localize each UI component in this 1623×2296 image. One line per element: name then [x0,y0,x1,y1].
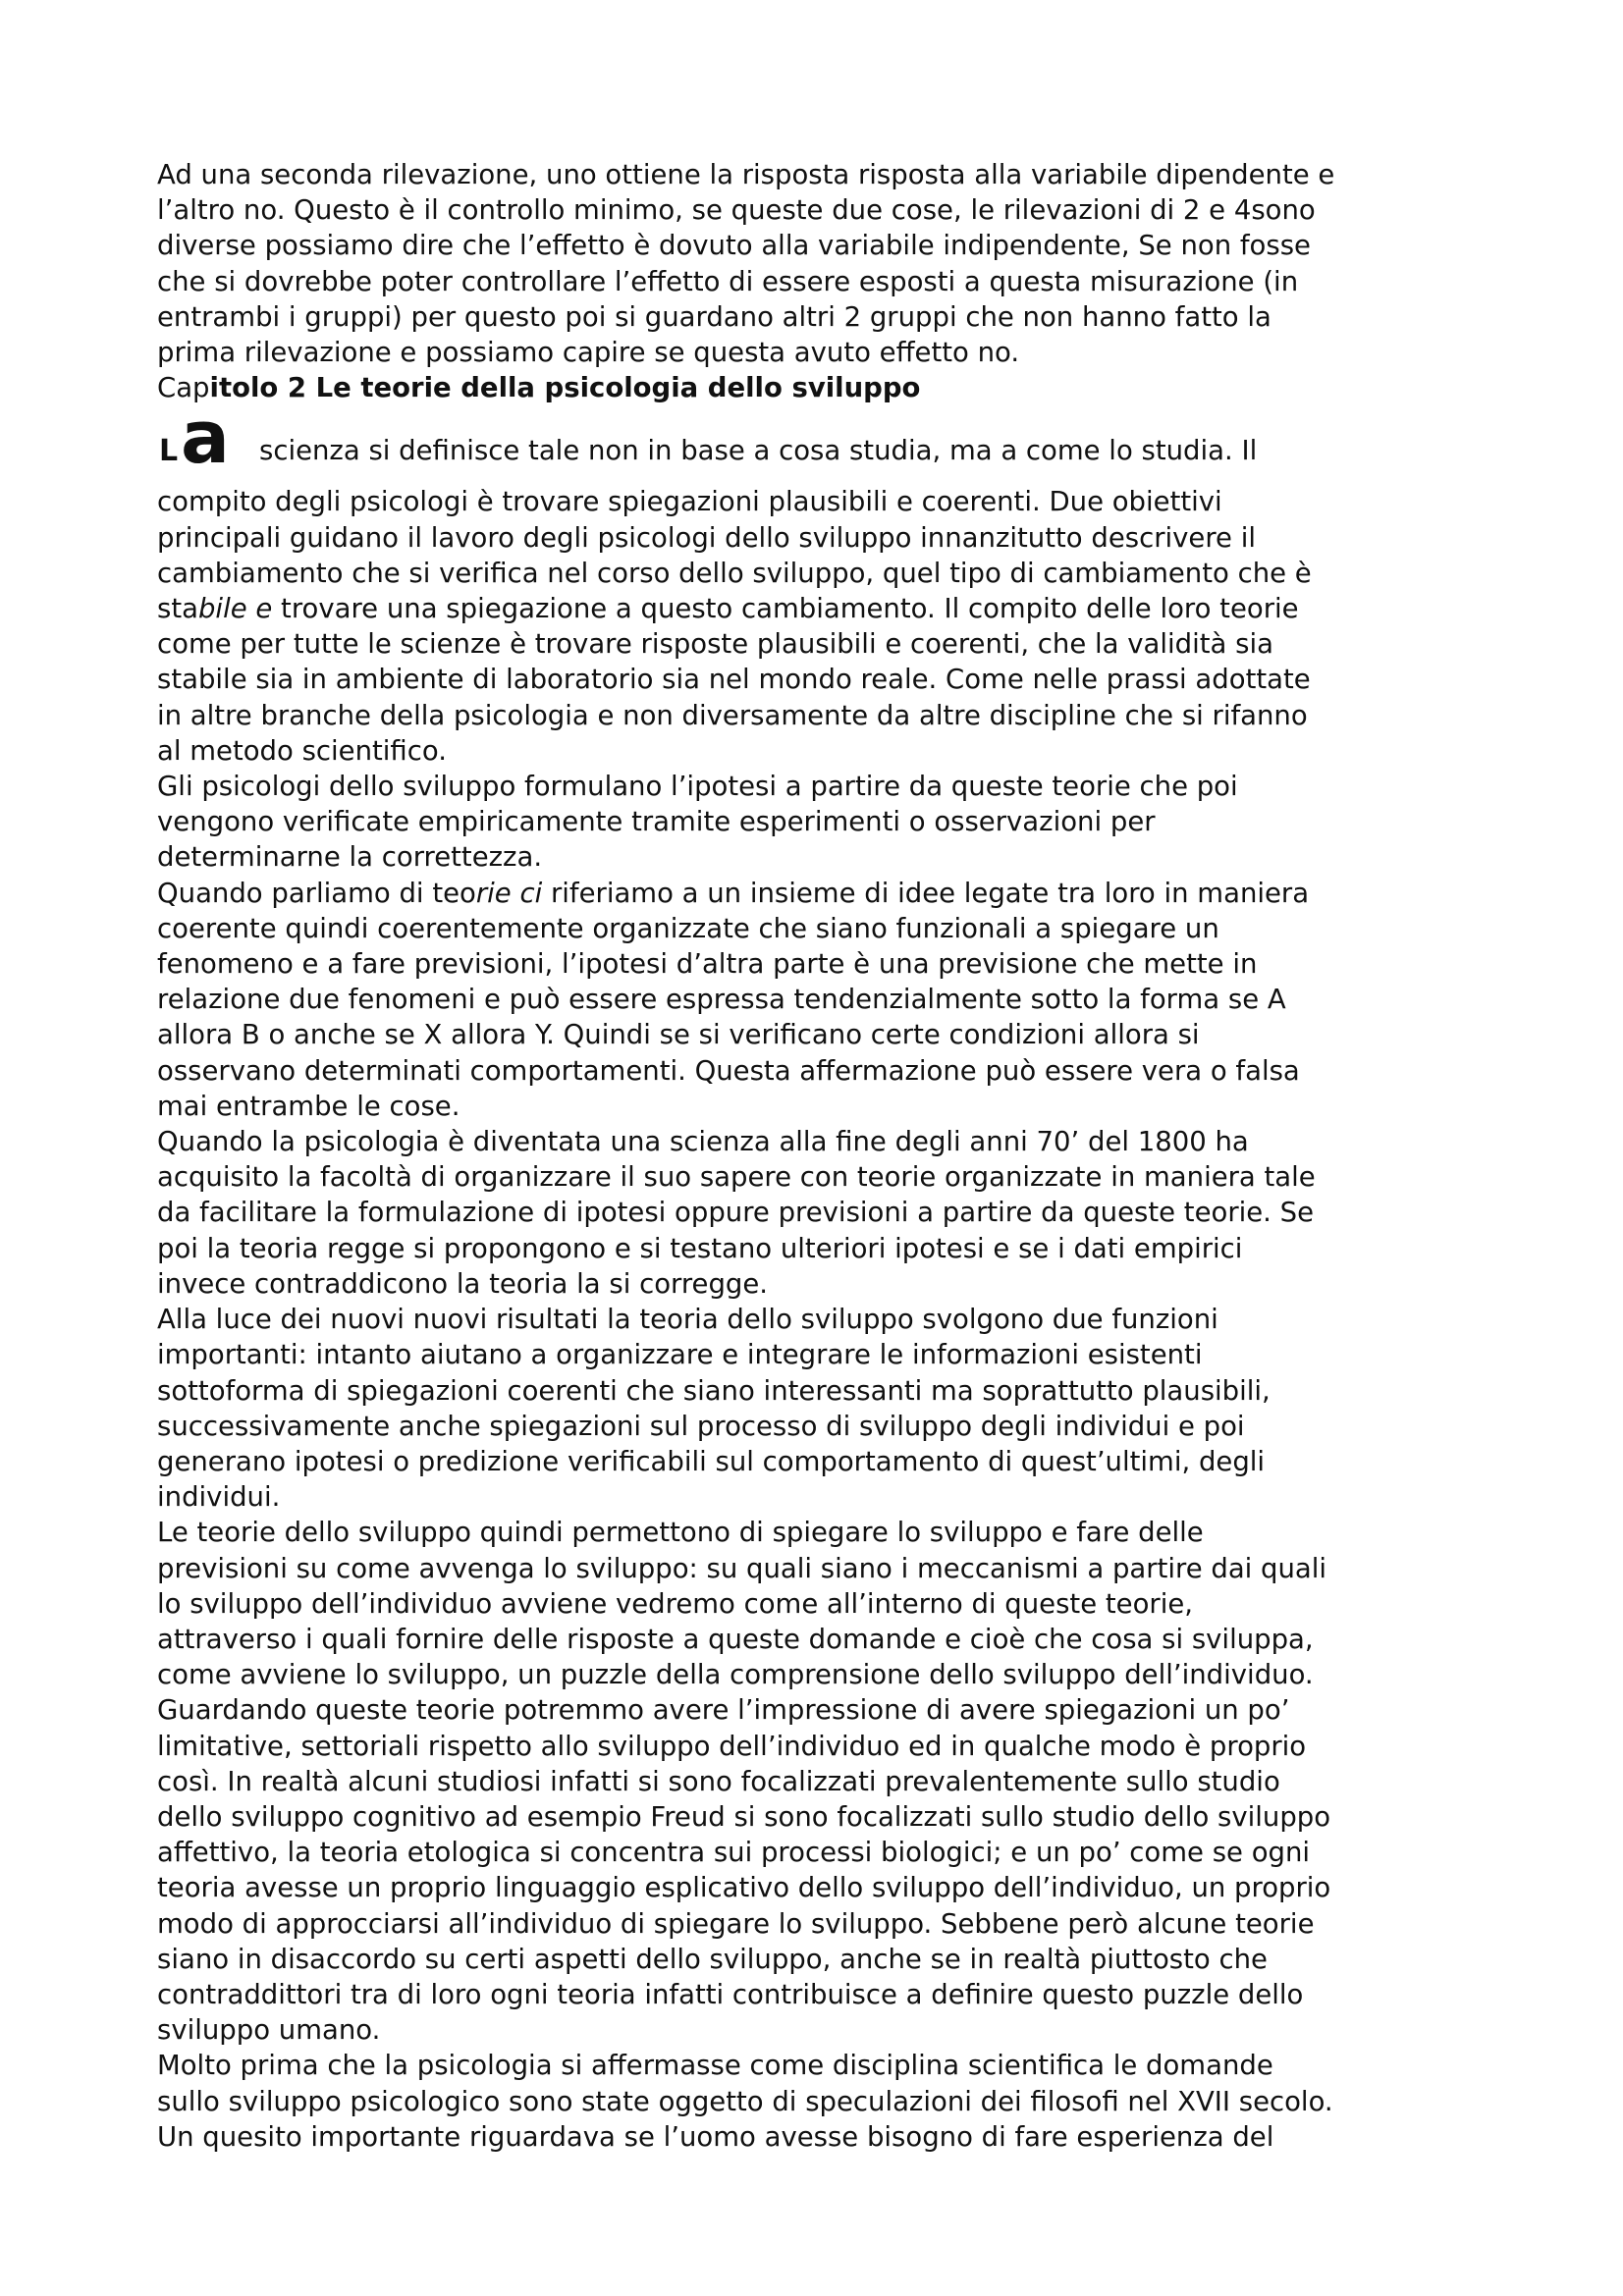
text-line: fenomeno e a fare previsioni, l’ipotesi d’altra parte è una previsione che mette in [157,948,1258,981]
text-line: generano ipotesi o predizione verificabili sul comportamento di quest’ultimi, degli [157,1445,1266,1477]
text-line: invece contraddicono la teoria la si corregge. [157,1267,769,1300]
text-line: individui. [157,1481,281,1514]
chapter-heading [157,370,1492,405]
document-page [157,157,1492,2155]
text-run: trovare una spiegazione a questo cambiamento. Il compito delle loro teorie [272,593,1299,625]
chapter-heading-title: itolo 2 Le teorie della psicologia dello sviluppo [209,372,921,404]
text-line: successivamente anche spiegazioni sul processo di sviluppo degli individui e poi [157,1410,1245,1442]
text-line: da facilitare la formulazione di ipotesi oppure previsioni a partire da queste teorie. Se [157,1197,1315,1229]
text-line: come per tutte le scienze è trovare risposte plausibili e coerenti, che la validità sia [157,628,1273,661]
text-line: Le teorie dello sviluppo quindi permettono di spiegare lo sviluppo e fare delle [157,1517,1204,1549]
text-line: Quando la psicologia è diventata una scienza alla fine degli anni 70’ del 1800 ha [157,1126,1249,1158]
text-line: poi la teoria regge si propongono e si testano ulteriori ipotesi e se i dati empirici [157,1232,1243,1264]
dropcap-line-text: scienza si definisce tale non in base a cosa studia, ma a come lo studia. Il [259,435,1258,467]
text-line: allora B o anche se X allora Y. Quindi se si verificano certe condizioni allora si [157,1019,1200,1051]
text-line: diverse possiamo dire che l’effetto è dovuto alla variabile indipendente, Se non fosse [157,230,1311,262]
text-line: Alla luce dei nuovi nuovi risultati la teoria dello sviluppo svolgono due funzioni [157,1304,1218,1336]
paragraph-1-part-b [157,626,1492,875]
italic-run: rie ci [475,877,543,909]
text-line: compito degli psicologi è trovare spiegazioni plausibili e coerenti. Due obiettivi [157,486,1222,518]
text-line: così. In realtà alcuni studiosi infatti si sono focalizzati prevalentemente sullo studio [157,1765,1280,1797]
dropcap-large-letter: a [181,396,230,481]
text-line: affettivo, la teoria etologica si concentra sui processi biologici; e un po’ come se ogni [157,1837,1311,1869]
dropcap-line [157,396,1492,484]
text-line: relazione due fenomeni e può essere espressa tendenzialmente sotto la forma se A [157,984,1286,1016]
text-line: vengono verificate empiricamente tramite esperimenti o osservazioni per [157,806,1156,838]
text-line: teoria avesse un proprio linguaggio esplicativo dello sviluppo dell’individuo, un proprio [157,1872,1331,1904]
text-line: contraddittori tra di loro ogni teoria infatti contribuisce a definire questo puzzle dello [157,1978,1304,2010]
text-line: stabile sia in ambiente di laboratorio sia nel mondo reale. Come nelle prassi adottate [157,664,1311,696]
text-line: importanti: intanto aiutano a organizzare e integrare le informazioni esistenti [157,1339,1203,1371]
italic-run: bile e [197,593,273,625]
text-line: attraverso i quali fornire delle risposte a queste domande e cioè che cosa si sviluppa, [157,1623,1314,1655]
text-line: osservano determinati comportamenti. Questa affermazione può essere vera o falsa [157,1054,1300,1087]
text-line: dello sviluppo cognitivo ad esempio Freud si sono focalizzati sullo studio dello sviluppo [157,1800,1331,1833]
text-line: l’altro no. Questo è il controllo minimo, se queste due cose, le rilevazioni di 2 e 4sono [157,194,1316,227]
text-line: Un quesito importante riguardava se l’uomo avesse bisogno di fare esperienza del [157,2120,1274,2153]
text-line: Molto prima che la psicologia si affermasse come disciplina scientifica le domande [157,2050,1273,2082]
paragraph-1-part-a [157,484,1492,591]
text-line: lo sviluppo dell’individuo avviene vedremo come all’interno di queste teorie, [157,1587,1194,1620]
text-line: Guardando queste teorie potremmo avere l’impressione di avere spiegazioni un po’ [157,1694,1290,1727]
intro-paragraph [157,157,1492,370]
text-line: principali guidano il lavoro degli psicologi dello sviluppo innanzitutto descrivere il [157,521,1256,554]
text-line: entrambi i gruppi) per questo poi si guardano altri 2 gruppi che non hanno fatto la [157,300,1271,333]
paragraph-1-italic-line [157,591,1492,626]
text-line: sullo sviluppo psicologico sono state oggetto di speculazioni dei filosofi nel XVII secolo. [157,2085,1333,2117]
text-run: riferiamo a un insieme di idee legate tra loro in maniera [542,877,1310,909]
text-line: cambiamento che si verifica nel corso dello sviluppo, quel tipo di cambiamento che è [157,557,1312,589]
text-line: come avviene lo sviluppo, un puzzle della comprensione dello sviluppo dell’individuo. [157,1659,1314,1691]
paragraph-2-italic-line [157,876,1492,911]
text-line: in altre branche della psicologia e non diversamente da altre discipline che si rifanno [157,699,1308,731]
paragraph-2-body [157,911,1492,2155]
dropcap-small-letter: L [159,434,179,469]
text-line: mai entrambe le cose. [157,1090,460,1122]
text-line: determinarne la correttezza. [157,841,543,874]
chapter-heading-prefix: Cap [157,372,210,404]
text-run: Quando parliamo di teo [157,877,476,909]
text-line: Ad una seconda rilevazione, uno ottiene la risposta risposta alla variabile dipendente e [157,159,1335,190]
text-line: che si dovrebbe poter controllare l’effetto di essere esposti a questa misurazione (in [157,265,1299,297]
text-line: siano in disaccordo su certi aspetti dello sviluppo, anche se in realtà piuttosto che [157,1943,1268,1975]
text-line: al metodo scientifico. [157,734,447,767]
text-line: sviluppo umano. [157,2014,381,2047]
text-line: limitative, settoriali rispetto allo sviluppo dell’individuo ed in qualche modo è proprio [157,1730,1307,1762]
text-line: Gli psicologi dello sviluppo formulano l’ipotesi a partire da queste teorie che poi [157,771,1238,803]
text-line: previsioni su come avvenga lo sviluppo: su quali siano i meccanismi a partire dai quali [157,1552,1327,1584]
text-line: acquisito la facoltà di organizzare il suo sapere con teorie organizzate in maniera tale [157,1161,1316,1194]
text-line: modo di approcciarsi all’individuo di spiegare lo sviluppo. Sebbene però alcune teorie [157,1907,1315,1940]
text-run: sta [157,593,198,625]
text-line: prima rilevazione e possiamo capire se questa avuto effetto no. [157,337,1020,369]
text-line: sottoforma di spiegazioni coerenti che siano interessanti ma soprattutto plausibili, [157,1374,1271,1407]
text-line: coerente quindi coerentemente organizzate che siano funzionali a spiegare un [157,912,1219,944]
